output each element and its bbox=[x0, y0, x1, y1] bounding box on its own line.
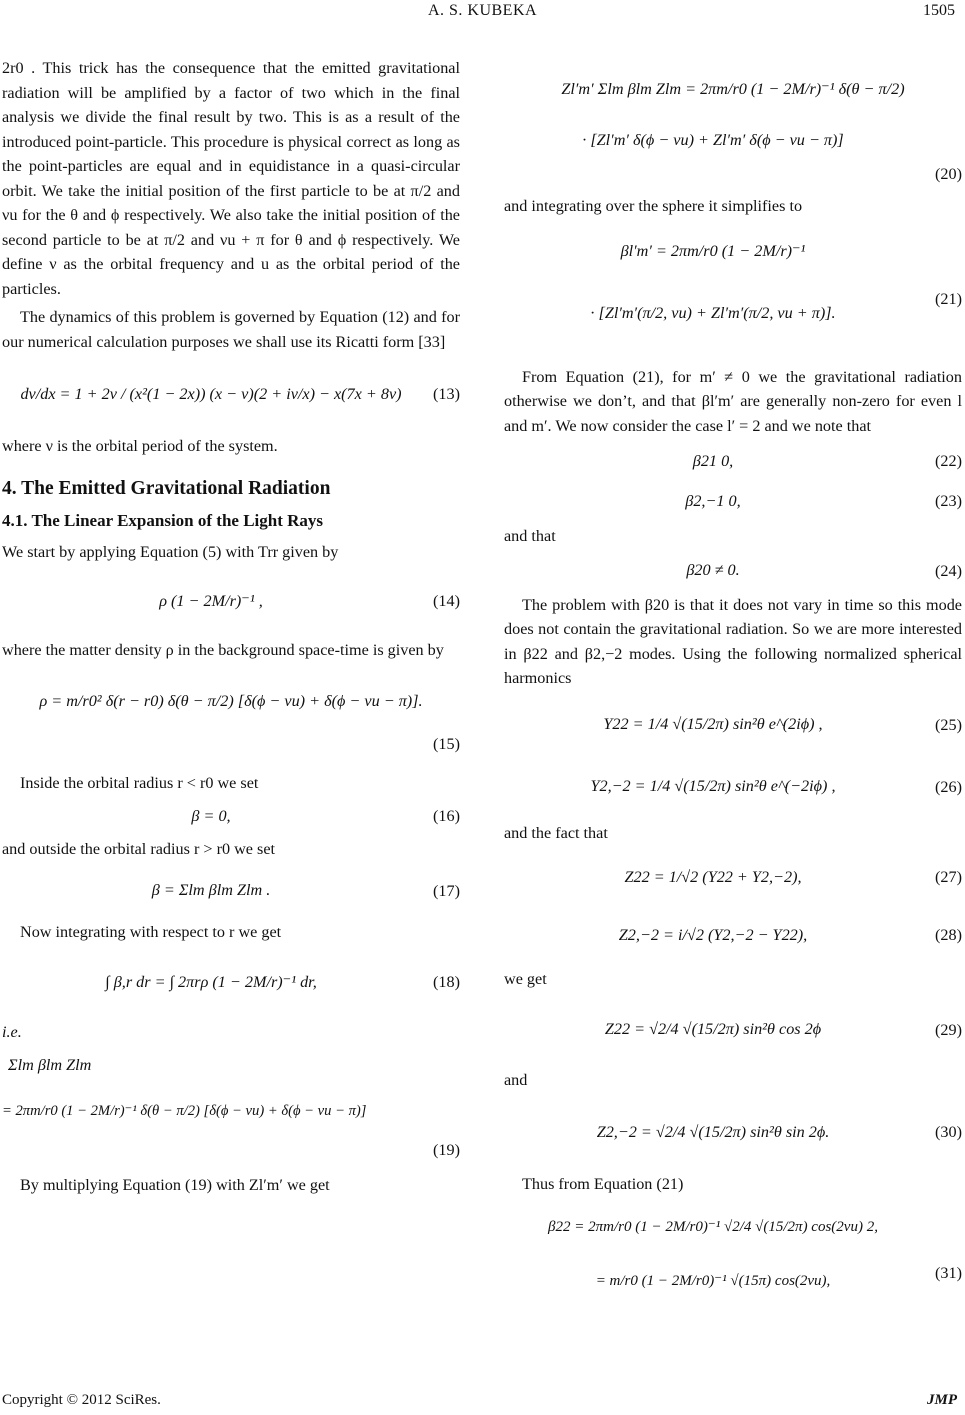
paragraph: and outside the orbital radius r > r0 we set bbox=[2, 840, 276, 858]
equation-17: β = Σlm βlm Zlm . (17) bbox=[151, 881, 460, 900]
equation-19: = 2πm/r0 (1 − 2M/r)⁻¹ δ(θ − π/2) [δ(ϕ − νu) + δ(ϕ − νu − π)] (19) bbox=[2, 1103, 460, 1159]
paragraph: where ν is the orbital period of the system. bbox=[2, 437, 278, 455]
right-column bbox=[504, 56, 962, 1337]
paragraph: Inside the orbital radius r < r0 we set bbox=[20, 773, 259, 792]
equation-16: β = 0, (16) bbox=[191, 806, 460, 825]
equation-15: ρ = m/r0² δ(r − r0) δ(θ − π/2) [δ(ϕ − νu) + δ(ϕ − νu − π)]. (15) bbox=[39, 692, 460, 753]
equation-26: Y2,−2 = 1/4 √(15/2π) sin²θ e^(−2iϕ) , (26) bbox=[590, 777, 962, 796]
paragraph: and that bbox=[504, 527, 556, 545]
equation-24: β20 ≠ 0. (24) bbox=[686, 561, 962, 580]
section-heading: 4. The Emitted Gravitational Radiation bbox=[2, 477, 331, 499]
copyright: Copyright © 2012 SciRes. bbox=[2, 1392, 161, 1408]
paragraph: 2r0 . This trick has the consequence that the emitted gravitational radiation will be amplified by a factor of two which in the final analysis we divide the final result by two. This is as a result of the introduced point-particle. This procedure is physical correct as long as the point-particles are equal and in equidistance in a quasi-circular orbit. We take the initial position of the first particle to be at π/2 and νu for the θ and ϕ respectively. We also take the initial position of the second particle to be at π/2 and νu + π for θ and ϕ respectively. We define ν as the orbital frequency and u as the orbital period of the particles. bbox=[2, 59, 460, 298]
paragraph: and bbox=[504, 1070, 528, 1089]
paragraph: By multiplying Equation (19) with Zl′m′ we get bbox=[20, 1175, 330, 1194]
equation-23: β2,−1 0, (23) bbox=[685, 491, 962, 510]
paragraph: and the fact that bbox=[504, 823, 608, 842]
equation-27: Z22 = 1/√2 (Y22 + Y2,−2), (27) bbox=[624, 867, 962, 886]
journal-name: JMP bbox=[927, 1392, 957, 1408]
page-number: 1505 bbox=[923, 2, 955, 19]
equation-25: Y22 = 1/4 √(15/2π) sin²θ e^(2iϕ) , (25) bbox=[603, 715, 962, 734]
equation-19-line1: Σlm βlm Zlm bbox=[8, 1055, 92, 1074]
equation-22: β21 0, (22) bbox=[692, 451, 962, 470]
equation-21: βl′m′ = 2πm/r0 (1 − 2M/r)⁻¹ · [Zl′m′(π/2, νu) + Zl′m′(π/2, νu + π)]. (21) bbox=[590, 241, 962, 322]
equation-20: · [Zl′m′ δ(ϕ − νu) + Zl′m′ δ(ϕ − νu − π)] (20) bbox=[582, 130, 962, 183]
paragraph: From Equation (21), for m′ ≠ 0 we the gravitational radiation otherwise we don’t, and that βl′m′ are generally non-zero for even l and m′. We now consider the case l′ = 2 and we note that bbox=[504, 367, 962, 435]
paragraph: where the matter density ρ in the background space-time is given by bbox=[2, 641, 444, 659]
equation-13: dν/dx = 1 + 2ν / (x²(1 − 2x)) (x − ν)(2 + iν/x) − x(7x + 8ν) (13) bbox=[20, 384, 460, 403]
paragraph: Thus from Equation (21) bbox=[522, 1175, 684, 1193]
paragraph: Now integrating with respect to r we get bbox=[20, 922, 282, 941]
subsection-heading: 4.1. The Linear Expansion of the Light Rays bbox=[2, 511, 324, 530]
equation-28: Z2,−2 = i/√2 (Y2,−2 − Y22), (28) bbox=[618, 925, 962, 944]
equation-29: Z22 = √2/4 √(15/2π) sin²θ cos 2ϕ (29) bbox=[604, 1020, 962, 1039]
page-header bbox=[0, 2, 965, 26]
paragraph: The dynamics of this problem is governed by Equation (12) and for our numerical calculation purposes we shall use its Ricatti form [33] bbox=[2, 308, 460, 351]
equation-14: ρ (1 − 2M/r)⁻¹ , (14) bbox=[159, 591, 460, 610]
equation-30: Z2,−2 = √2/4 √(15/2π) sin²θ sin 2ϕ. (30) bbox=[596, 1122, 962, 1141]
paragraph: we get bbox=[504, 970, 547, 988]
equation-18: ∫ β,r dr = ∫ 2πrρ (1 − 2M/r)⁻¹ dr, (18) bbox=[105, 972, 460, 991]
paragraph: We start by applying Equation (5) with Trr given by bbox=[2, 542, 339, 561]
paragraph: i.e. bbox=[2, 1023, 22, 1041]
paragraph: and integrating over the sphere it simplifies to bbox=[504, 197, 803, 215]
equation-31: β22 = 2πm/r0 (1 − 2M/r0)⁻¹ √2/4 √(15/2π) cos(2νu) 2, = m/r0 (1 − 2M/r0)⁻¹ √(15π) cos(2νu), (31) bbox=[548, 1218, 962, 1289]
running-title: A. S. KUBEKA bbox=[427, 2, 538, 19]
paragraph: The problem with β20 is that it does not vary in time so this mode does not contain the gravitational radiation. So we are more interested in β22 and β2,−2 modes. Using the following normalized spherical harmonics bbox=[504, 595, 962, 687]
equation-20-line1: Zl′m′ Σlm βlm Zlm = 2πm/r0 (1 − 2M/r)⁻¹ δ(θ − π/2) bbox=[561, 79, 905, 98]
left-column bbox=[2, 56, 460, 1197]
